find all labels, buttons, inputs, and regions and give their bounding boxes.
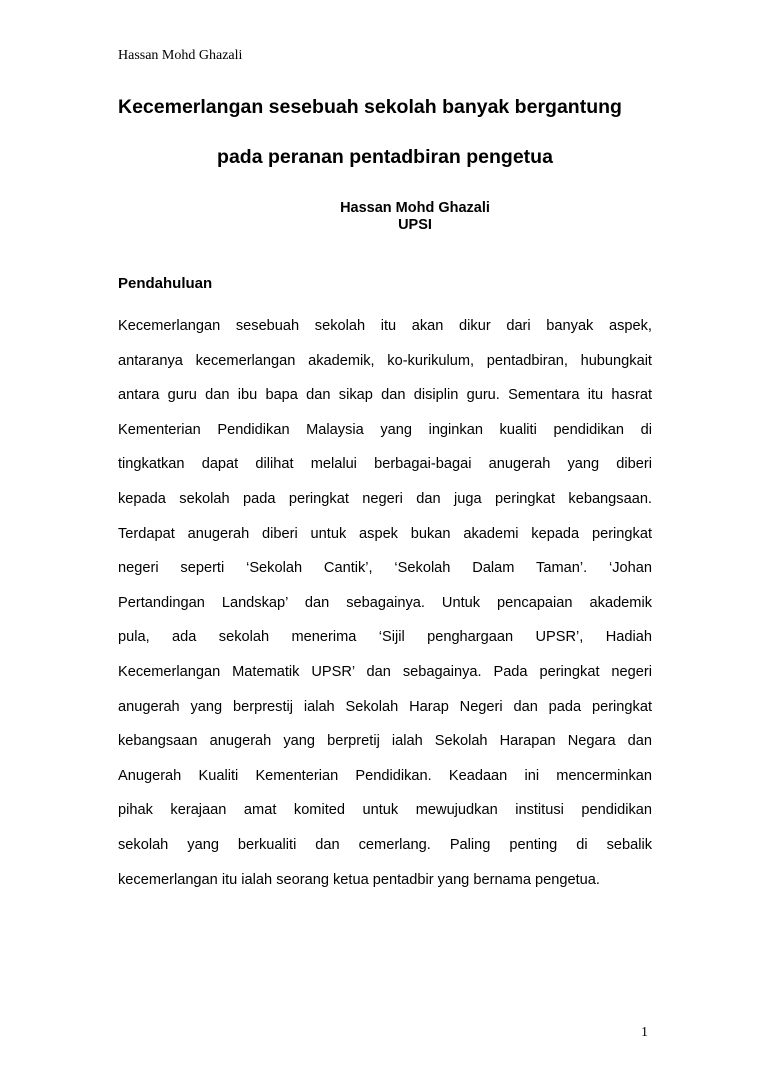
author-block <box>118 200 652 234</box>
paragraph-line: kepada sekolah pada peringkat negeri dan juga peringkat kebangsaan. <box>118 490 652 507</box>
section-heading: Pendahuluan <box>118 275 213 292</box>
page-number: 1 <box>641 1025 648 1040</box>
paragraph-line: Terdapat anugerah diberi untuk aspek bukan akademi kepada peringkat <box>118 525 652 542</box>
paragraph-line: Kecemerlangan Matematik UPSR’ dan sebagainya. Pada peringkat negeri <box>118 663 652 680</box>
paragraph-line: Pertandingan Landskap’ dan sebagainya. Untuk pencapaian akademik <box>118 594 652 611</box>
paragraph-line: kecemerlangan itu ialah seorang ketua pentadbir yang bernama pengetua. <box>118 871 600 888</box>
paragraph-line: sekolah yang berkualiti dan cemerlang. Paling penting di sebalik <box>118 836 652 853</box>
running-header: Hassan Mohd Ghazali <box>118 48 243 63</box>
paragraph-line: pihak kerajaan amat komited untuk mewujudkan institusi pendidikan <box>118 802 652 819</box>
paragraph-line: Kecemerlangan sesebuah sekolah itu akan dikur dari banyak aspek, <box>118 318 652 334</box>
document-title-line-2: pada peranan pentadbiran pengetua <box>217 146 553 168</box>
author-affiliation: UPSI <box>398 217 432 233</box>
paragraph-line: anugerah yang berprestij ialah Sekolah Harap Negeri dan pada peringkat <box>118 698 652 715</box>
paragraph-line: antaranya kecemerlangan akademik, ko-kurikulum, pentadbiran, hubungkait <box>118 352 652 369</box>
body-paragraph <box>118 316 652 904</box>
paragraph-line: negeri seperti ‘Sekolah Cantik’, ‘Sekolah Dalam Taman’. ‘Johan <box>118 560 652 577</box>
author-name: Hassan Mohd Ghazali <box>340 200 490 216</box>
paragraph-line: antara guru dan ibu bapa dan sikap dan disiplin guru. Sementara itu hasrat <box>118 387 652 404</box>
paragraph-line: Anugerah Kualiti Kementerian Pendidikan. Keadaan ini mencerminkan <box>118 767 652 784</box>
paragraph-line: kebangsaan anugerah yang berpretij ialah Sekolah Harapan Negara dan <box>118 733 652 750</box>
paragraph-line: pula, ada sekolah menerima ‘Sijil penghargaan UPSR’, Hadiah <box>118 629 652 646</box>
document-title-line-1: Kecemerlangan sesebuah sekolah banyak bergantung <box>118 96 622 118</box>
paragraph-line: tingkatkan dapat dilihat melalui berbagai-bagai anugerah yang diberi <box>118 456 652 473</box>
paragraph-line: Kementerian Pendidikan Malaysia yang inginkan kualiti pendidikan di <box>118 421 652 438</box>
